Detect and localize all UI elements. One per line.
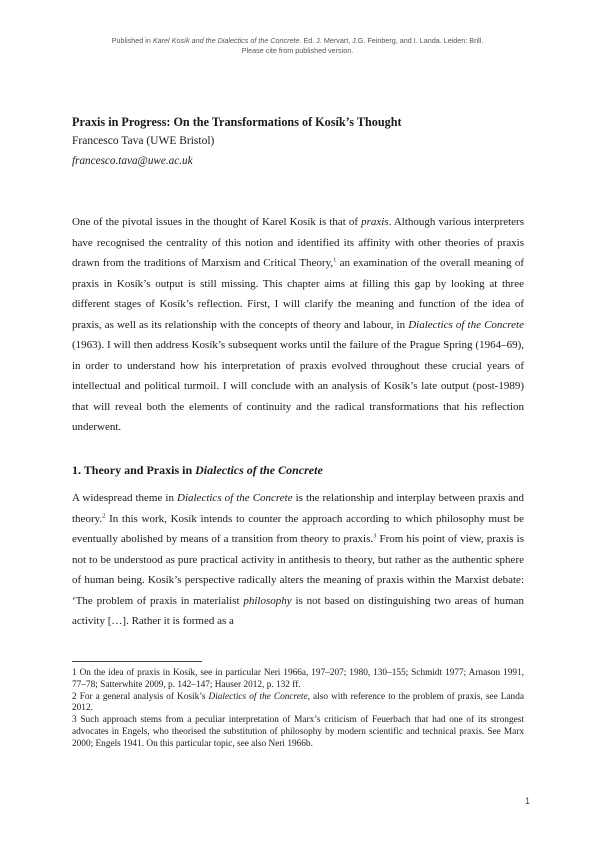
footnote-2: 2 For a general analysis of Kosík’s Dialectics of the Concrete, also with reference to the problem of praxis, see Landa 2012. xyxy=(72,691,524,714)
footnotes xyxy=(72,668,524,751)
publication-header xyxy=(40,36,555,56)
footnote-ref-3[interactable]: 3 xyxy=(373,532,377,540)
paper-title: Praxis in Progress: On the Transformations of Kosík’s Thought xyxy=(72,115,402,129)
footnote-ref-2[interactable]: 2 xyxy=(102,511,106,519)
author-email[interactable]: francesco.tava@uwe.ac.uk xyxy=(72,155,193,167)
section-heading-1: 1. Theory and Praxis in Dialectics of the Concrete xyxy=(72,463,323,477)
footnote-3: 3 Such approach stems from a peculiar interpretation of Marx’s criticism of Feuerbach that had one of its strongest advocates in Engels, who theorised the substitution of philosophy by modern scientific and technical praxis. See Marx 2000; Engels 1941. On this particular topic, see also Neri 1966b. xyxy=(72,715,524,749)
footnote-ref-1[interactable]: 1 xyxy=(333,256,337,264)
footnote-1: 1 On the idea of praxis in Kosík, see in particular Neri 1966a, 197–207; 1980, 130–155; Schmidt 1977; Arnason 1991, 77–78; Satterwhite 2009, p. 142–147; Hauser 2012, p. 132 ff. xyxy=(72,668,524,690)
footnote-divider xyxy=(72,661,202,662)
section-1-paragraph: A widespread theme in Dialectics of the Concrete is the relationship and interplay between praxis and theory.$^2$ In this work, Kosík intends to counter the approach according to which philosophy must be eventually abolished by means of a transition from theory to praxis.$^3$ From his point of view, praxis is not to be understood as pure practical activity in antithesis to theory, but rather as the authentic sphere of human being. Kosík’s perspective radically alters the meaning of praxis within the Marxist debate: ‘The problem of praxis in materialist philosophy is not based on distinguishing two areas of human activity […]. Rather it is formed as a xyxy=(72,492,525,627)
header-line-1: Published in Karel Kosík and the Dialectics of the Concrete. Ed. J. Mervart, J.G. Feinberg, and I. Landa. Leiden: Brill. xyxy=(111,36,484,45)
author-name: Francesco Tava (UWE Bristol) xyxy=(72,135,215,147)
page-number: 1 xyxy=(524,796,530,806)
intro-paragraph: One of the pivotal issues in the thought of Karel Kosík is that of praxis. Although various interpreters have recognised the centrality of this notion and identified its affinity with other theories of praxis drawn from the traditions of Marxism and Critical Theory,$^1$ an examination of the overall meaning of praxis in Kosík’s output is still missing. This chapter aims at filling this gap by looking at three different stages of Kosík’s reflection. First, I will clarify the meaning and function of the idea of praxis, as well as its relationship with the concepts of theory and labour, in Dialectics of the Concrete (1963). I will then address Kosík’s subsequent works until the failure of the Prague Spring (1964–69), in order to understand how his interpretation of praxis evolved throughout these crucial years of intellectual and political turmoil. I will conclude with an analysis of Kosík’s late output (post-1989) that will reveal both the elements of continuity and the radical transformations that his reflection underwent. xyxy=(72,216,525,433)
book-title: Karel Kosík and the Dialectics of the Concrete xyxy=(152,36,300,45)
header-line-2: Please cite from published version. xyxy=(241,46,354,55)
